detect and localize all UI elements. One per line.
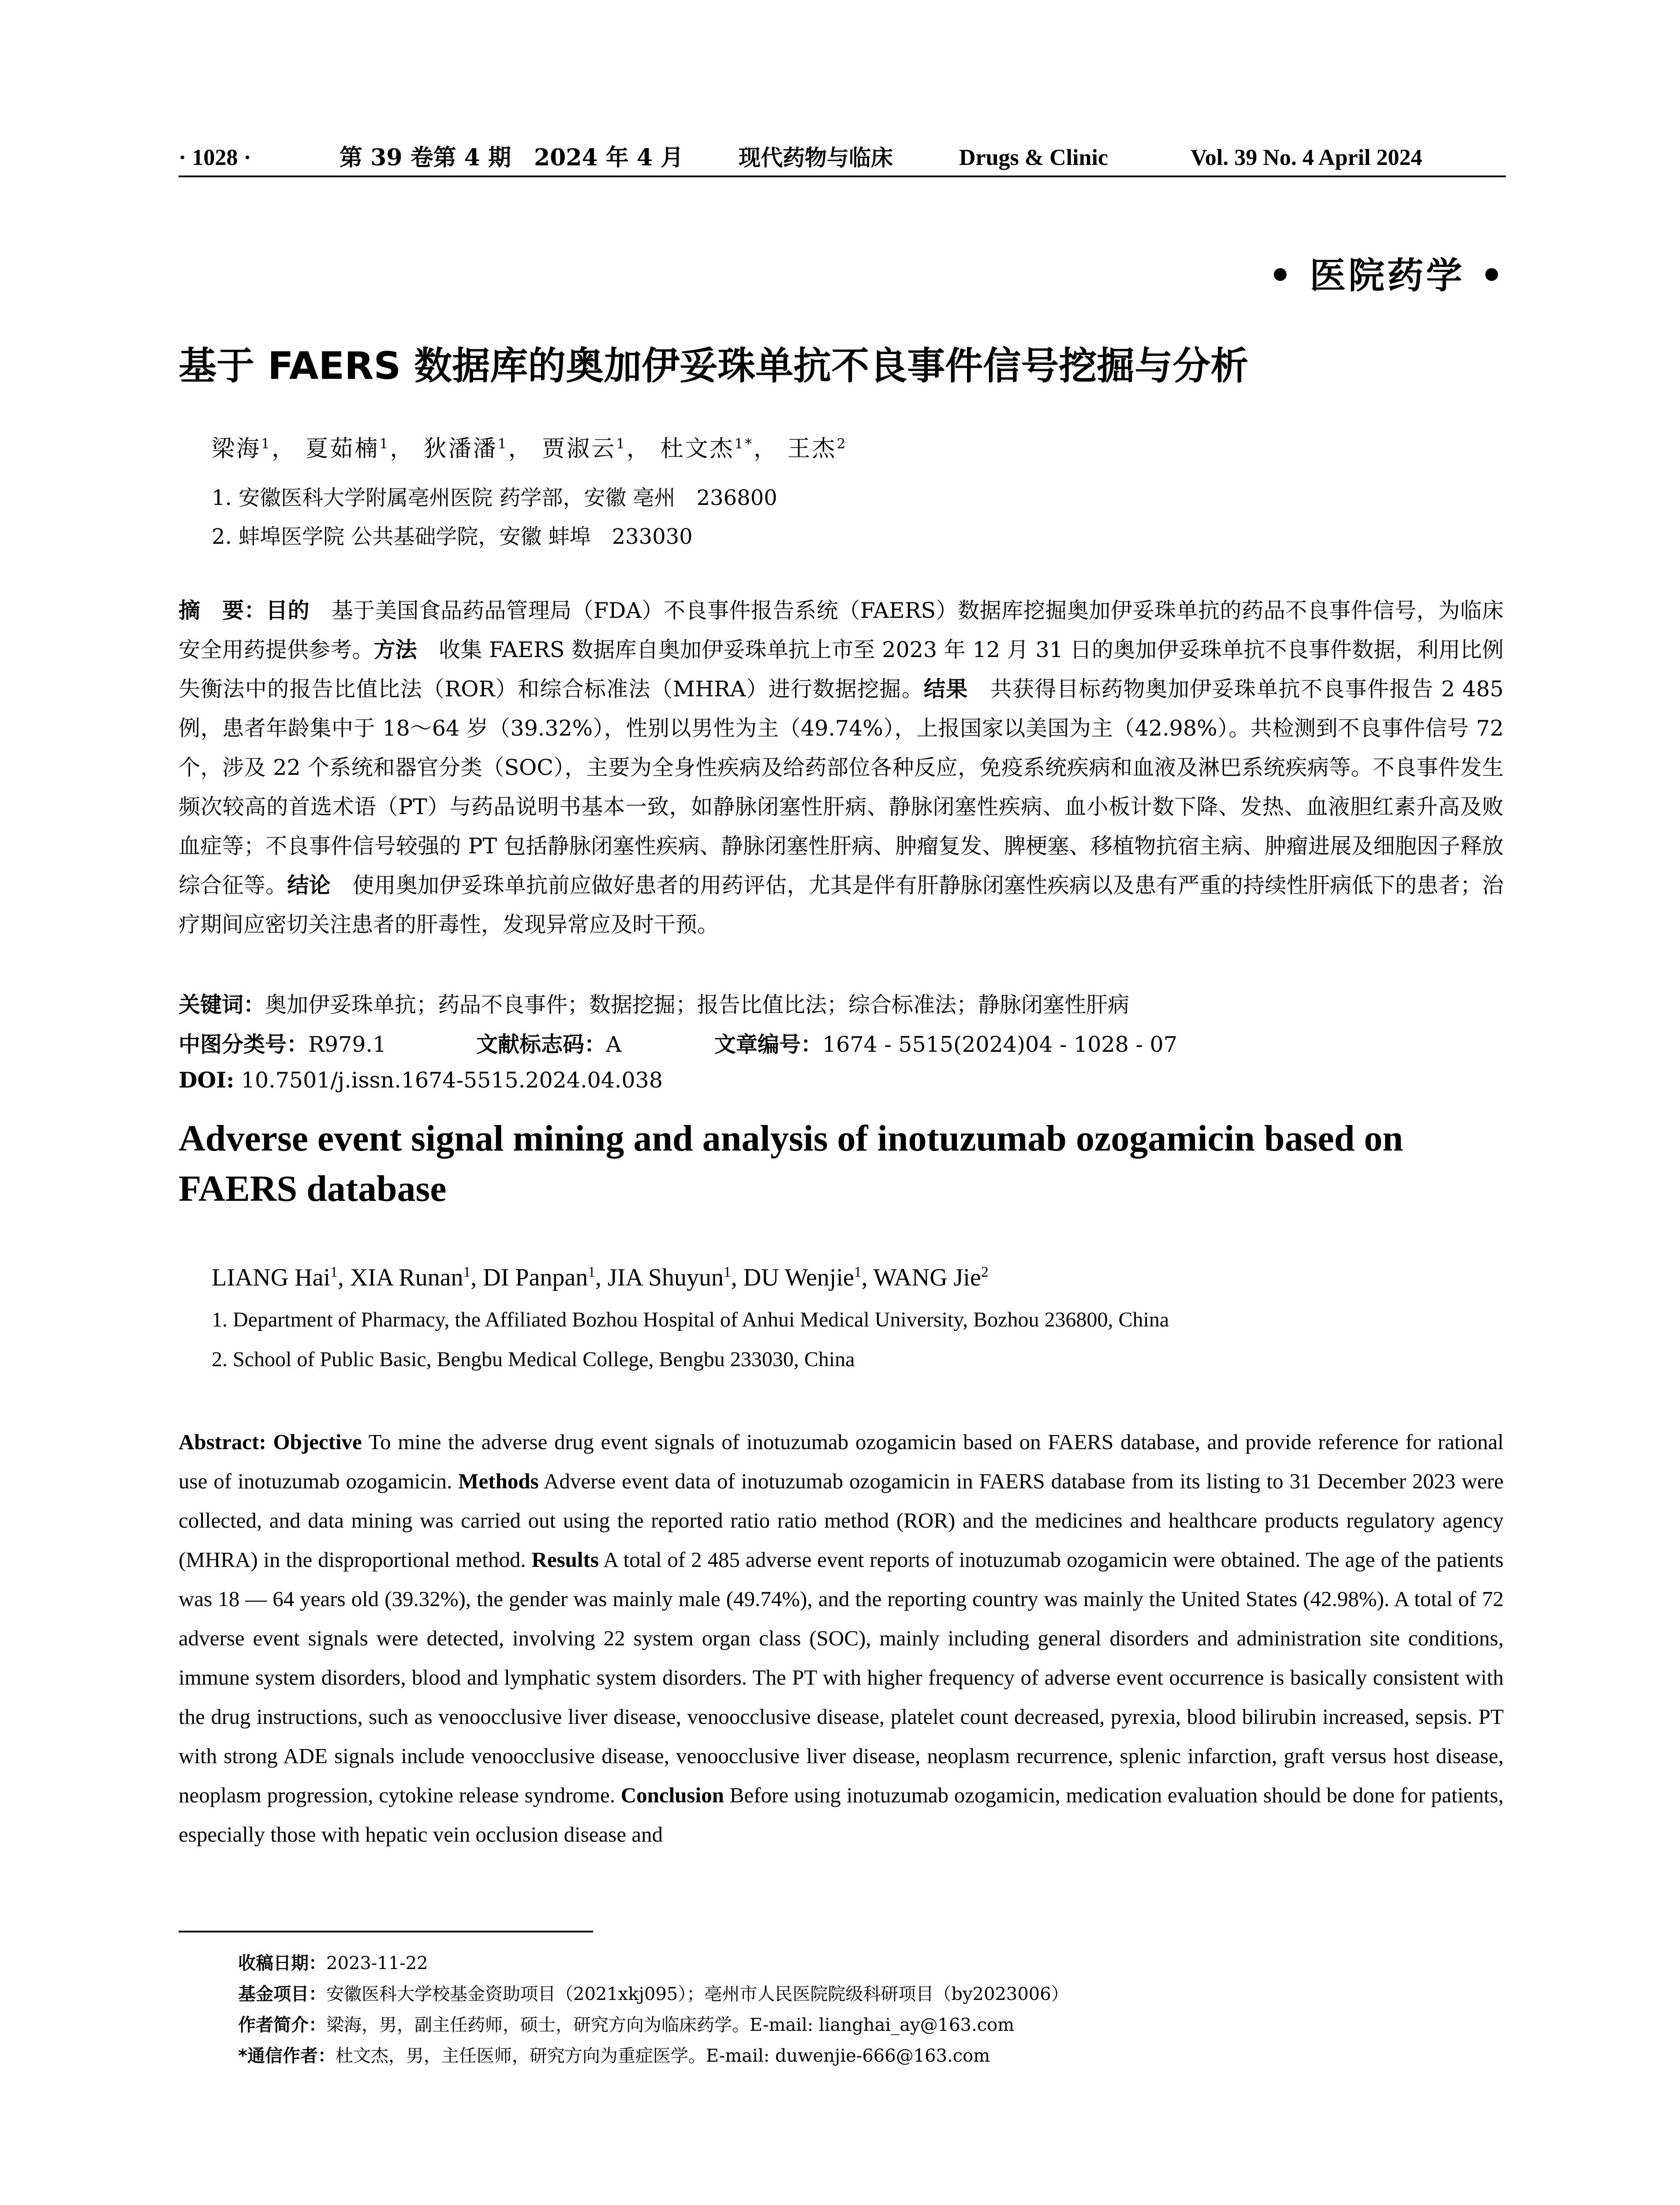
- issue-cn: 第 39 卷第 4 期 2024 年 4 月: [340, 144, 684, 171]
- doi-value: 10.7501/j.issn.1674-5515.2024.04.038: [241, 1068, 663, 1093]
- footnote-received: 收稿日期：2023-11-22: [238, 1953, 428, 1973]
- methods-cn: 收集 FAERS 数据库自奥加伊妥珠单抗上市至 2023 年 12 月 31 日的奥加伊妥珠单抗不良事件数据，利用比例失衡法中的报告比值比法（ROR）和综合标准法（MHRA）进行数据挖掘。: [179, 637, 1504, 702]
- abstract-cn-label: 摘 要：: [179, 598, 266, 623]
- methods-en: Adverse event data of inotuzumab ozogamicin in FAERS database from its listing to 31 December 2023 were collected, and data mining was carried out using the reported ratio ratio method (ROR) and the medicines and healthcare products regulatory agency (MHRA) in the disproportional method.: [179, 1469, 1504, 1572]
- title-cn: 基于 FAERS 数据库的奥加伊妥珠单抗不良事件信号挖掘与分析: [179, 344, 1249, 388]
- clc-value: R979.1: [308, 1032, 387, 1057]
- section-label: • 医院药学 •: [1269, 254, 1506, 297]
- footnote-rule: [179, 1931, 593, 1932]
- keywords-label: 关键词：: [179, 992, 265, 1017]
- doc-value: A: [606, 1032, 622, 1057]
- footnote-funding: 基金项目：安徽医科大学校基金资助项目（2021xkj095）；亳州市人民医院院级科研项目（by2023006）: [238, 1984, 1069, 2004]
- footnote-author-bio: 作者简介：梁海，男，副主任药师，硕士，研究方向为临床药学。E-mail: lianghai_ay@163.com: [238, 2015, 1015, 2035]
- authors-cn: 梁海$^1$， 夏茹楠$^1$， 狄潘潘$^1$， 贾淑云$^1$， 杜文杰$^{1*}$， 王杰$^2$: [212, 436, 847, 462]
- objective-en: To mine the adverse drug event signals of inotuzumab ozogamicin based on FAERS database, and provide reference for rational use of inotuzumab ozogamicin.: [179, 1430, 1504, 1493]
- doc-code: [476, 1028, 621, 1058]
- clc-label: 中图分类号：: [179, 1032, 309, 1057]
- affiliation-en-1: 1. Department of Pharmacy, the Affiliated Bozhou Hospital of Anhui Medical University, Bozhou 236800, China: [212, 1308, 1169, 1331]
- authors-en: LIANG Hai$^1$, XIA Runan$^1$, DI Panpan$^1$, JIA Shuyun$^1$, DU Wenjie$^1$, WANG Jie$^2$: [212, 1263, 989, 1291]
- abstract-cn: [179, 591, 1504, 944]
- author-en: XIA Runan: [350, 1264, 463, 1291]
- article-number: [714, 1028, 1177, 1058]
- article-label: 文章编号：: [714, 1032, 823, 1057]
- author-cn: 夏茹楠: [305, 436, 380, 462]
- keywords-text: 奥加伊妥珠单抗；药品不良事件；数据挖掘；报告比值比法；综合标准法；静脉闭塞性肝病: [265, 992, 1130, 1017]
- conclusion-cn: 使用奥加伊妥珠单抗前应做好患者的用药评估，尤其是伴有肝静脉闭塞性疾病以及患有严重的持续性肝病低下的患者；治疗期间应密切关注患者的肝毒性，发现异常应及时干预。: [179, 873, 1504, 937]
- author-en: JIA Shuyun: [608, 1264, 724, 1291]
- title-en: Adverse event signal mining and analysis of inotuzumab ozogamicin based on FAERS database: [179, 1118, 1404, 1209]
- affiliation-cn-2: 2. 蚌埠医学院 公共基础学院，安徽 蚌埠 233030: [212, 524, 693, 549]
- author-cn: 王杰: [787, 436, 837, 462]
- objective-cn: 基于美国食品药品管理局（FDA）不良事件报告系统（FAERS）数据库挖掘奥加伊妥珠单抗的药品不良事件信号，为临床安全用药提供参考。: [179, 598, 1504, 662]
- classification: [179, 1028, 386, 1058]
- conclusion-label-cn: 结论: [287, 873, 331, 898]
- affiliation-cn-1: 1. 安徽医科大学附属亳州医院 药学部，安徽 亳州 236800: [212, 486, 777, 510]
- article-value: 1674 - 5515(2024)04 - 1028 - 07: [822, 1032, 1177, 1057]
- keywords: [179, 988, 1129, 1019]
- author-en: WANG Jie: [873, 1264, 981, 1291]
- header-rule: [179, 176, 1506, 177]
- abstract-en: [179, 1422, 1504, 1854]
- author-en: LIANG Hai: [212, 1264, 331, 1291]
- author-en: DI Panpan: [483, 1264, 588, 1291]
- results-cn: 共获得目标药物奥加伊妥珠单抗不良事件报告 2 485 例，患者年龄集中于 18～64 岁（39.32%），性别以男性为主（49.74%），上报国家以美国为主（42.98%）。共检测到不良事件信号 72 个，涉及 22 个系统和器官分类（SOC），主要为全身性疾病及给药部位各种反应，免疫系统疾病和血液及淋巴系统疾病等。不良事件发生频次较高的首选术语（PT）与药品说明书基本一致，如静脉闭塞性肝病、静脉闭塞性疾病、血小板计数下降、发热、血液胆红素升高及败血症等；不良事件信号较强的 PT 包括静脉闭塞性疾病、静脉闭塞性肝病、肿瘤复发、脾梗塞、移植物抗宿主病、肿瘤进展及细胞因子释放综合征等。: [179, 676, 1504, 898]
- journal-cn: 现代药物与临床: [739, 145, 893, 171]
- journal-en: Drugs & Clinic: [959, 145, 1108, 170]
- methods-label-en: Methods: [458, 1469, 539, 1493]
- author-en: DU Wenjie: [743, 1264, 854, 1291]
- issue-en: Vol. 39 No. 4 April 2024: [1191, 145, 1422, 170]
- results-label-cn: 结果: [923, 676, 968, 702]
- objective-label-en: Objective: [273, 1430, 362, 1454]
- doc-label: 文献标志码：: [476, 1032, 606, 1057]
- results-en: A total of 2 485 adverse event reports of inotuzumab ozogamicin were obtained. The age of the patients was 18 — 64 years old (39.32%), the gender was mainly male (49.74%), and the reporting country was mainly the United States (42.98%). A total of 72 adverse event signals were detected, involving 22 system organ class (SOC), mainly including general disorders and administration site conditions, immune system disorders, blood and lymphatic system disorders. The PT with higher frequency of adverse event occurrence is basically consistent with the drug instructions, such as venoocclusive liver disease, venoocclusive disease, platelet count decreased, pyrexia, blood bilirubin increased, sepsis. PT with strong ADE signals include venoocclusive disease, venoocclusive liver disease, neoplasm recurrence, splenic infarction, graft versus host disease, neoplasm progression, cytokine release syndrome.: [179, 1547, 1504, 1807]
- conclusion-en: Before using inotuzumab ozogamicin, medication evaluation should be done for patients, especially those with hepatic vein occlusion disease and: [179, 1783, 1504, 1846]
- author-cn: 杜文杰: [660, 436, 735, 462]
- abstract-en-label: Abstract:: [179, 1430, 273, 1454]
- results-label-en: Results: [531, 1547, 599, 1572]
- objective-label-cn: 目的: [266, 598, 310, 623]
- page-number: · 1028 ·: [179, 145, 251, 170]
- author-cn: 贾淑云: [542, 436, 616, 462]
- affiliation-en-2: 2. School of Public Basic, Bengbu Medical College, Bengbu 233030, China: [212, 1348, 855, 1371]
- methods-label-cn: 方法: [373, 637, 417, 662]
- conclusion-label-en: Conclusion: [620, 1783, 724, 1807]
- footnote-corresponding: *通信作者：杜文杰，男，主任医师，研究方向为重症医学。E-mail: duwenjie-666@163.com: [238, 2046, 990, 2066]
- doi-label: DOI:: [179, 1067, 235, 1093]
- doi: [179, 1067, 663, 1093]
- author-cn: 狄潘潘: [423, 436, 498, 462]
- author-cn: 梁海: [212, 436, 261, 462]
